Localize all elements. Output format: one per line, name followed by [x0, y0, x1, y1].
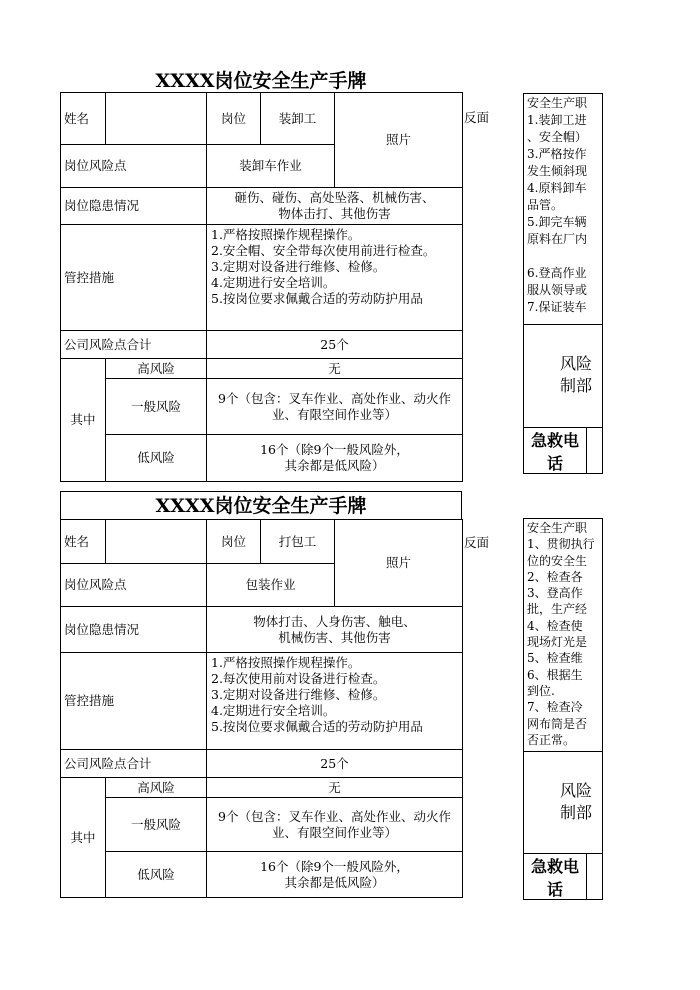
emergency-label: 急救电话 — [524, 428, 587, 474]
control-line: 2.每次使用前对设备进行检查。 — [211, 671, 386, 686]
post-value: 打包工 — [261, 520, 335, 564]
general-risk-value — [207, 379, 463, 435]
control-measures — [207, 653, 463, 750]
control-measures — [207, 225, 463, 331]
back-line: 安全生产职 — [527, 96, 588, 110]
back-line: 网布筒是否 — [527, 716, 588, 731]
control-line: 4.定期进行安全培训。 — [211, 703, 336, 718]
card-title: XXXX岗位安全生产手牌 — [155, 70, 367, 92]
control-label: 管控措施 — [61, 225, 207, 331]
hazard-value — [207, 607, 463, 653]
back-line: 原料在厂内 — [527, 232, 588, 246]
back-line: 3.严格按作 — [527, 147, 587, 161]
general-risk-value — [207, 798, 463, 852]
safety-card-table — [60, 519, 463, 898]
total-label: 公司风险点合计 — [61, 750, 207, 778]
low-risk-value — [207, 852, 463, 898]
low-risk-label: 低风险 — [106, 435, 207, 482]
back-line: 安全生产职 — [527, 521, 588, 535]
back-line: 7、检查冷 — [527, 700, 583, 715]
control-line: 4.定期进行安全培训。 — [211, 275, 336, 290]
general-risk-label: 一般风险 — [106, 379, 207, 435]
total-value: 25个 — [207, 331, 463, 359]
emergency-row — [524, 427, 602, 474]
general-risk-label: 一般风险 — [106, 798, 207, 852]
back-mid-line: 风险 — [560, 354, 593, 373]
back-duties — [524, 519, 602, 751]
low-line: 16个（除9个一般风险外， — [260, 858, 409, 874]
low-line: 16个（除9个一般风险外， — [260, 442, 409, 457]
post-value: 装卸工 — [261, 93, 335, 145]
high-risk-value: 无 — [207, 778, 463, 798]
photo-box — [335, 93, 463, 188]
back-line: 1.装卸工进 — [527, 113, 587, 127]
back-line: 5、检查维 — [527, 651, 583, 666]
among-label: 其中 — [61, 359, 106, 482]
low-line: 其余都是低风险） — [284, 874, 385, 890]
low-risk-label: 低风险 — [106, 852, 207, 898]
risk-point-label: 岗位风险点 — [61, 564, 207, 607]
photo-box — [335, 520, 463, 607]
back-line: 1、贯彻执行 — [527, 537, 595, 552]
back-line: 服从领导或 — [527, 283, 588, 297]
total-label: 公司风险点合计 — [61, 331, 207, 359]
back-line: 发生倾斜现 — [527, 164, 588, 178]
name-label: 姓名 — [61, 93, 106, 145]
control-line: 1.严格按照操作规程操作。 — [211, 655, 361, 670]
card-back — [523, 93, 603, 474]
name-value — [106, 520, 207, 564]
high-risk-label: 高风险 — [106, 359, 207, 379]
hazard-value — [207, 188, 463, 225]
emergency-row — [524, 853, 602, 900]
safety-card-table — [60, 92, 463, 482]
back-line: 6、根据生 — [527, 667, 583, 682]
back-line: 5.卸完车辆 — [527, 215, 587, 229]
hazard-line: 物体打击、人身伤害、触电、 — [253, 613, 416, 629]
hazard-label: 岗位隐患情况 — [61, 607, 207, 653]
back-line: 2、检查各 — [527, 569, 583, 584]
back-line: 品管。 — [527, 198, 564, 212]
high-risk-label: 高风险 — [106, 778, 207, 798]
control-line: 3.定期对设备进行维修、检修。 — [211, 687, 386, 702]
back-line: 4.原料卸车 — [527, 181, 587, 195]
risk-point-value: 包装作业 — [207, 564, 335, 607]
low-risk-value — [207, 435, 463, 482]
back-line: 3、登高作 — [527, 586, 583, 601]
back-line: 现场灯光是 — [527, 635, 588, 650]
risk-point-label: 岗位风险点 — [61, 145, 207, 188]
back-line: 否正常。 — [527, 732, 576, 747]
back-line: 6.登高作业 — [527, 266, 587, 280]
back-line: 7.保证装车 — [527, 300, 587, 314]
name-label: 姓名 — [61, 520, 106, 564]
reverse-label: 反面 — [464, 110, 490, 125]
total-value: 25个 — [207, 750, 463, 778]
hazard-label: 岗位隐患情况 — [61, 188, 207, 225]
control-line: 5.按岗位要求佩戴合适的劳动防护用品 — [211, 291, 423, 306]
photo-label: 照片 — [385, 555, 411, 570]
control-line: 1.严格按照操作规程操作。 — [211, 227, 361, 242]
among-label: 其中 — [61, 778, 106, 898]
back-duties — [524, 94, 602, 324]
high-risk-value: 无 — [207, 359, 463, 379]
photo-label: 照片 — [385, 132, 411, 147]
back-line: 位的安全生 — [527, 553, 588, 568]
post-label: 岗位 — [207, 93, 261, 145]
back-line — [527, 248, 599, 265]
back-line: 批，生产经 — [527, 602, 588, 617]
hazard-line: 砸伤、碰伤、高处坠落、机械伤害、 — [234, 190, 435, 205]
emergency-label: 急救电话 — [524, 854, 587, 900]
back-line: 到位. — [527, 683, 555, 698]
general-line: 9个（包含：叉车作业、高处作业、动火作 — [218, 390, 451, 406]
general-line: 业、有限空间作业等） — [271, 406, 397, 422]
back-mid-line: 制部 — [560, 376, 593, 395]
general-line: 9个（包含：叉车作业、高处作业、动火作 — [218, 808, 451, 824]
low-line: 其余都是低风险） — [284, 458, 385, 473]
name-value — [106, 93, 207, 145]
back-mid-line: 风险 — [560, 781, 593, 800]
control-line: 5.按岗位要求佩戴合适的劳动防护用品 — [211, 719, 423, 734]
control-line: 3.定期对设备进行维修、检修。 — [211, 259, 386, 274]
reverse-label: 反面 — [464, 535, 490, 550]
back-risk-section — [524, 324, 602, 427]
risk-point-value: 装卸车作业 — [207, 145, 335, 188]
card-title: XXXX岗位安全生产手牌 — [60, 491, 462, 519]
general-line: 业、有限空间作业等） — [271, 824, 397, 840]
back-mid-line: 制部 — [560, 803, 593, 822]
back-line: 、安全帽） — [527, 130, 588, 144]
back-line: 4、检查使 — [527, 618, 583, 633]
hazard-line: 物体击打、其他伤害 — [278, 206, 391, 221]
post-label: 岗位 — [207, 520, 261, 564]
back-risk-section — [524, 751, 602, 853]
card-back — [523, 518, 603, 900]
control-line: 2.安全帽、安全带每次使用前进行检查。 — [211, 243, 436, 258]
hazard-line: 机械伤害、其他伤害 — [278, 629, 391, 645]
control-label: 管控措施 — [61, 653, 207, 750]
